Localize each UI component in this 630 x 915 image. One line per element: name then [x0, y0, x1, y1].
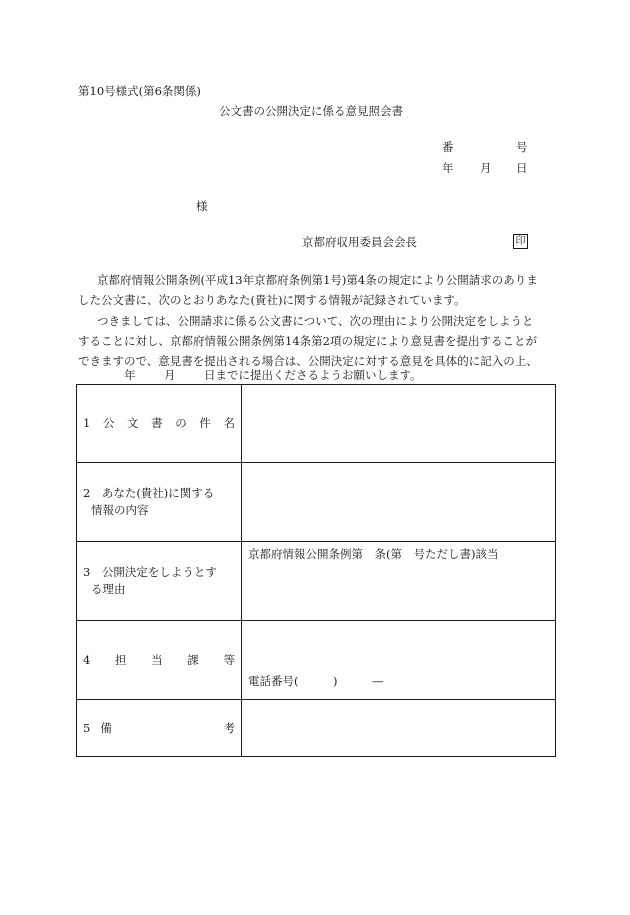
seal-mark: 印 [513, 234, 528, 249]
document-title: 公文書の公開決定に係る意見照会書 [219, 104, 403, 118]
body-line-3: つきましては、公開請求に係る公文書について、次の理由により公開決定をしようと [97, 314, 534, 328]
body-line-1: 京都府情報公開条例(平成13年京都府条例第1号)第4条の規定により公開請求のありま [97, 273, 538, 287]
number-label: 番 [442, 140, 454, 154]
date-month-label: 月 [480, 161, 492, 175]
addressee-honorific: 様 [196, 199, 208, 213]
table-row-remarks [77, 700, 556, 757]
number-suffix: 号 [516, 140, 528, 154]
label-department: 4 担 当 課 等 [77, 621, 242, 700]
inquiry-table [76, 384, 556, 757]
field-department[interactable] [242, 621, 556, 700]
field-document-subject[interactable] [242, 385, 556, 463]
body-line-5: できますので、意見書を提出される場合は、公開決定に対する意見を具体的に記入の上、 [78, 354, 538, 368]
label-document-subject: 1 公 文 書 の 件 名 [77, 385, 242, 463]
sender-name: 京都府収用委員会会長 [302, 235, 417, 249]
table-row-department [77, 621, 556, 700]
date-year-label: 年 [442, 161, 454, 175]
label-related-info: 2 あなた(貴社)に関する 情報の内容 [77, 463, 242, 542]
form-number: 第10号様式(第6条関係) [78, 84, 201, 98]
table-row-subject [77, 385, 556, 463]
phone-number-text: 電話番号( ) — [248, 674, 384, 688]
date-day-label: 日 [516, 161, 528, 175]
deadline-month-label: 月 [164, 368, 176, 382]
deadline-year-label: 年 [124, 368, 136, 382]
table-row-reason [77, 542, 556, 621]
reason-clause-text: 京都府情報公開条例第 条(第 号ただし書)該当 [248, 547, 499, 561]
body-line-4: することに対し、京都府情報公開条例第14条第2項の規定により意見書を提出することが [78, 334, 537, 348]
field-related-info[interactable] [242, 463, 556, 542]
label-remarks: 5 備 考 [77, 700, 242, 757]
table-row-info [77, 463, 556, 542]
body-line-2: した公文書に、次のとおりあなた(貴社)に関する情報が記録されています。 [78, 293, 466, 307]
label-disclosure-reason: 3 公開決定をしようとす る理由 [77, 542, 242, 621]
field-disclosure-reason[interactable] [242, 542, 556, 621]
deadline-text: 日までに提出くださるようお願いします。 [204, 368, 422, 382]
field-remarks[interactable] [242, 700, 556, 757]
